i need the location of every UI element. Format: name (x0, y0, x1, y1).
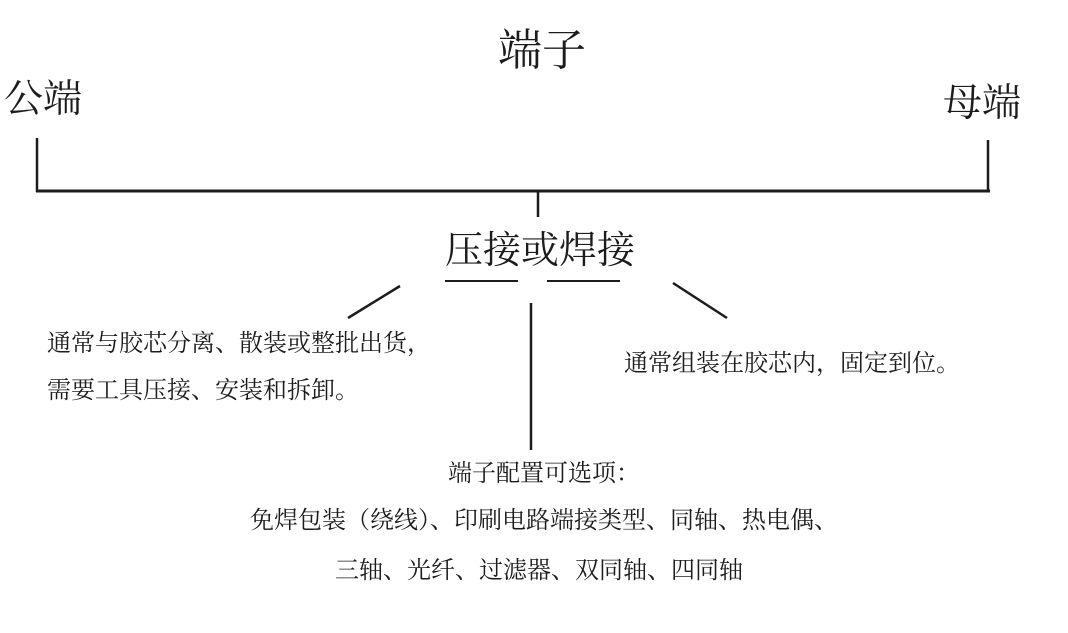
diagram-title: 端子 (498, 26, 586, 75)
left-note-line1: 通常与胶芯分离、散装或整批出货， (47, 331, 431, 357)
branch-right-diagonal-line (673, 283, 727, 318)
right-note: 通常组装在胶芯内，固定到位。 (624, 351, 960, 377)
branch-left-diagonal-line (348, 286, 400, 318)
male-end-label: 公端 (4, 78, 83, 121)
crimp-or-solder-node: 压接或焊接 (445, 230, 636, 272)
left-note-line2: 需要工具压接、安装和拆卸。 (47, 378, 359, 404)
options-line2: 三轴、光纤、过滤器、双同轴、四同轴 (335, 558, 743, 584)
options-line1: 免焊包装（绕线）、印刷电路端接类型、同轴、热电偶、 (250, 508, 838, 534)
options-heading: 端子配置可选项： (448, 461, 640, 487)
female-end-label: 母端 (943, 82, 1022, 125)
